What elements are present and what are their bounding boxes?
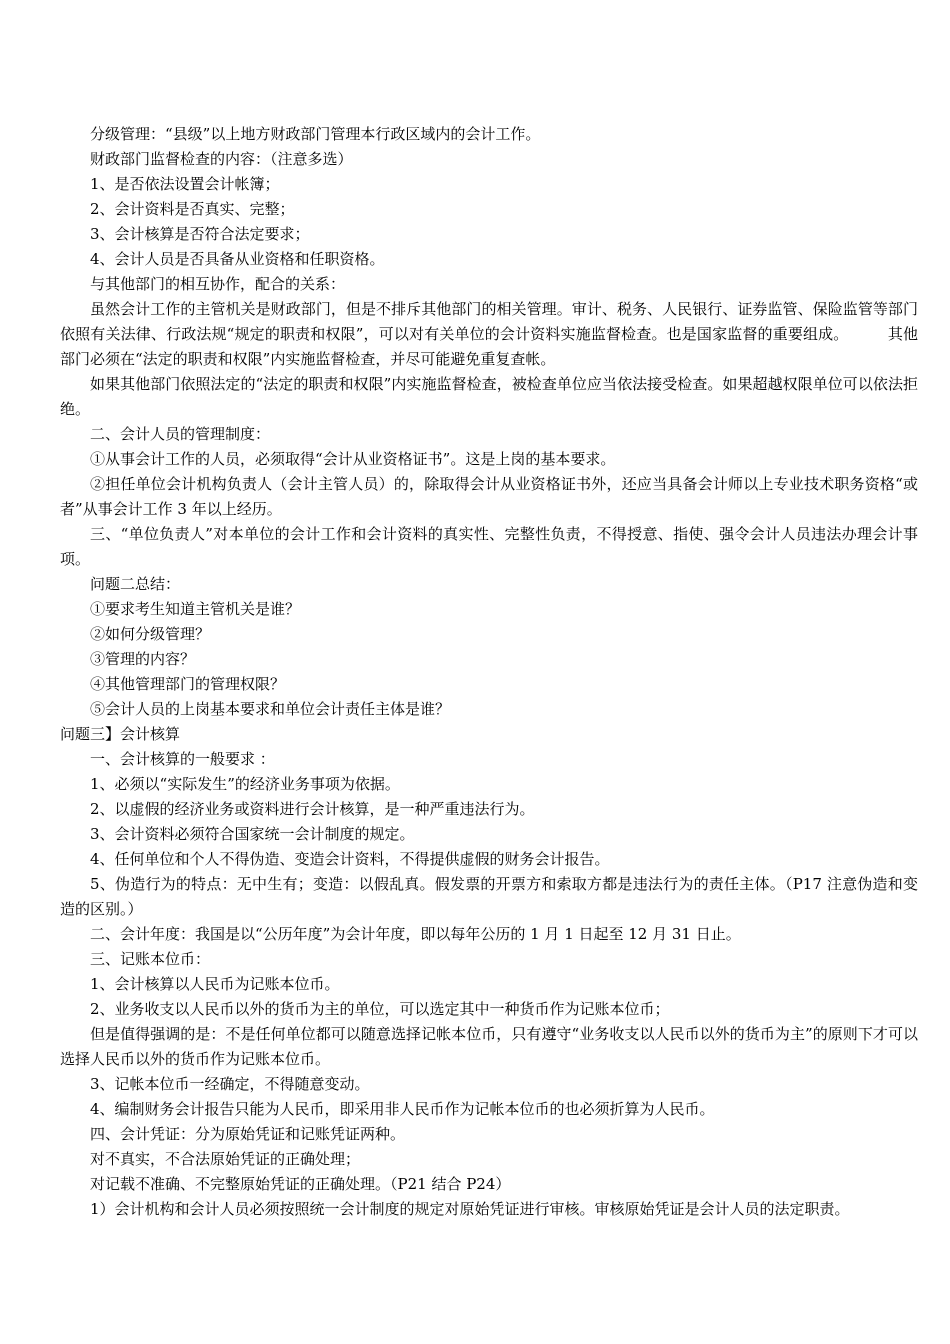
paragraph: ①从事会计工作的人员，必须取得“会计从业资格证书”。这是上岗的基本要求。: [90, 450, 616, 468]
paragraph: 2、业务收支以人民币以外的货币为主的单位，可以选定其中一种货币作为记账本位币；: [90, 1000, 670, 1018]
paragraph: ①要求考生知道主管机关是谁？: [90, 600, 301, 618]
paragraph: 1、是否依法设置会计帐簿；: [90, 175, 280, 193]
paragraph: 对不真实，不合法原始凭证的正确处理；: [90, 1150, 361, 1168]
paragraph: ②担任单位会计机构负责人（会计主管人员）的，除取得会计从业资格证书外，还应当具备会计师以上专业技术职务资格“或者”从事会计工作 3 年以上经历。: [60, 475, 918, 518]
paragraph: 2、会计资料是否真实、完整；: [90, 200, 295, 218]
paragraph: 1、会计核算以人民币为记账本位币。: [90, 975, 340, 993]
paragraph: ⑤会计人员的上岗基本要求和单位会计责任主体是谁？: [90, 700, 451, 718]
paragraph: 二、会计年度：我国是以“公历年度”为会计年度，即以每年公历的 1 月 1 日起至 12 月 31 日止。: [90, 925, 741, 943]
paragraph: ④其他管理部门的管理权限？: [90, 675, 286, 693]
paragraph: 三、“单位负责人”对本单位的会计工作和会计资料的真实性、完整性负责，不得授意、指使、强令会计人员违法办理会计事项。: [60, 525, 918, 568]
paragraph: ②如何分级管理？: [90, 625, 211, 643]
paragraph: 三、记账本位币：: [90, 950, 211, 968]
paragraph: 与其他部门的相互协作，配合的关系：: [90, 275, 346, 293]
paragraph: 4、会计人员是否具备从业资格和任职资格。: [90, 250, 385, 268]
paragraph: 1）会计机构和会计人员必须按照统一会计制度的规定对原始凭证进行审核。审核原始凭证是会计人员的法定职责。: [90, 1200, 850, 1218]
paragraph: 问题三】会计核算: [60, 725, 181, 743]
paragraph: 5、伪造行为的特点：无中生有；变造：以假乱真。假发票的开票方和索取方都是违法行为的责任主体。（P17 注意伪造和变造的区别。）: [60, 875, 918, 918]
paragraph: 3、记帐本位币一经确定，不得随意变动。: [90, 1075, 370, 1093]
paragraph: 问题二总结：: [90, 575, 181, 593]
paragraph: 二、会计人员的管理制度：: [90, 425, 271, 443]
paragraph: 分级管理：“县级”以上地方财政部门管理本行政区域内的会计工作。: [90, 125, 541, 143]
paragraph: 对记载不准确、不完整原始凭证的正确处理。（P21 结合 P24）: [90, 1175, 511, 1193]
paragraph: 2、以虚假的经济业务或资料进行会计核算，是一种严重违法行为。: [90, 800, 535, 818]
paragraph: 财政部门监督检查的内容：（注意多选）: [90, 150, 353, 168]
paragraph: 3、会计核算是否符合法定要求；: [90, 225, 310, 243]
paragraph: 3、会计资料必须符合国家统一会计制度的规定。: [90, 825, 415, 843]
paragraph: 但是值得强调的是：不是任何单位都可以随意选择记帐本位币，只有遵守“业务收支以人民币以外的货币为主”的原则下才可以选择人民币以外的货币作为记账本位币。: [60, 1025, 918, 1068]
paragraph: 1、必须以“实际发生”的经济业务事项为依据。: [90, 775, 400, 793]
paragraph: 4、任何单位和个人不得伪造、变造会计资料，不得提供虚假的财务会计报告。: [90, 850, 610, 868]
paragraph: 四、会计凭证：分为原始凭证和记账凭证两种。: [90, 1125, 406, 1143]
paragraph: 虽然会计工作的主管机关是财政部门，但是不排斥其他部门的相关管理。审计、税务、人民银行、证券监管、保险监管等部门依照有关法律、行政法规“规定的职责和权限”，可以对有关单位的会计资料实施监督检查。也是国家监督的重要组成。 其他部门必须在“法定的职责和权限”内实施监督检查，并尽可能避免重复查帐。: [60, 300, 918, 368]
paragraph: ③管理的内容？: [90, 650, 196, 668]
paragraph: 如果其他部门依照法定的“法定的职责和权限”内实施监督检查，被检查单位应当依法接受检查。如果超越权限单位可以依法拒绝。: [60, 375, 918, 418]
paragraph: 一、会计核算的一般要求 ：: [90, 750, 275, 768]
paragraph: 4、编制财务会计报告只能为人民币，即采用非人民币作为记帐本位币的也必须折算为人民币。: [90, 1100, 715, 1118]
